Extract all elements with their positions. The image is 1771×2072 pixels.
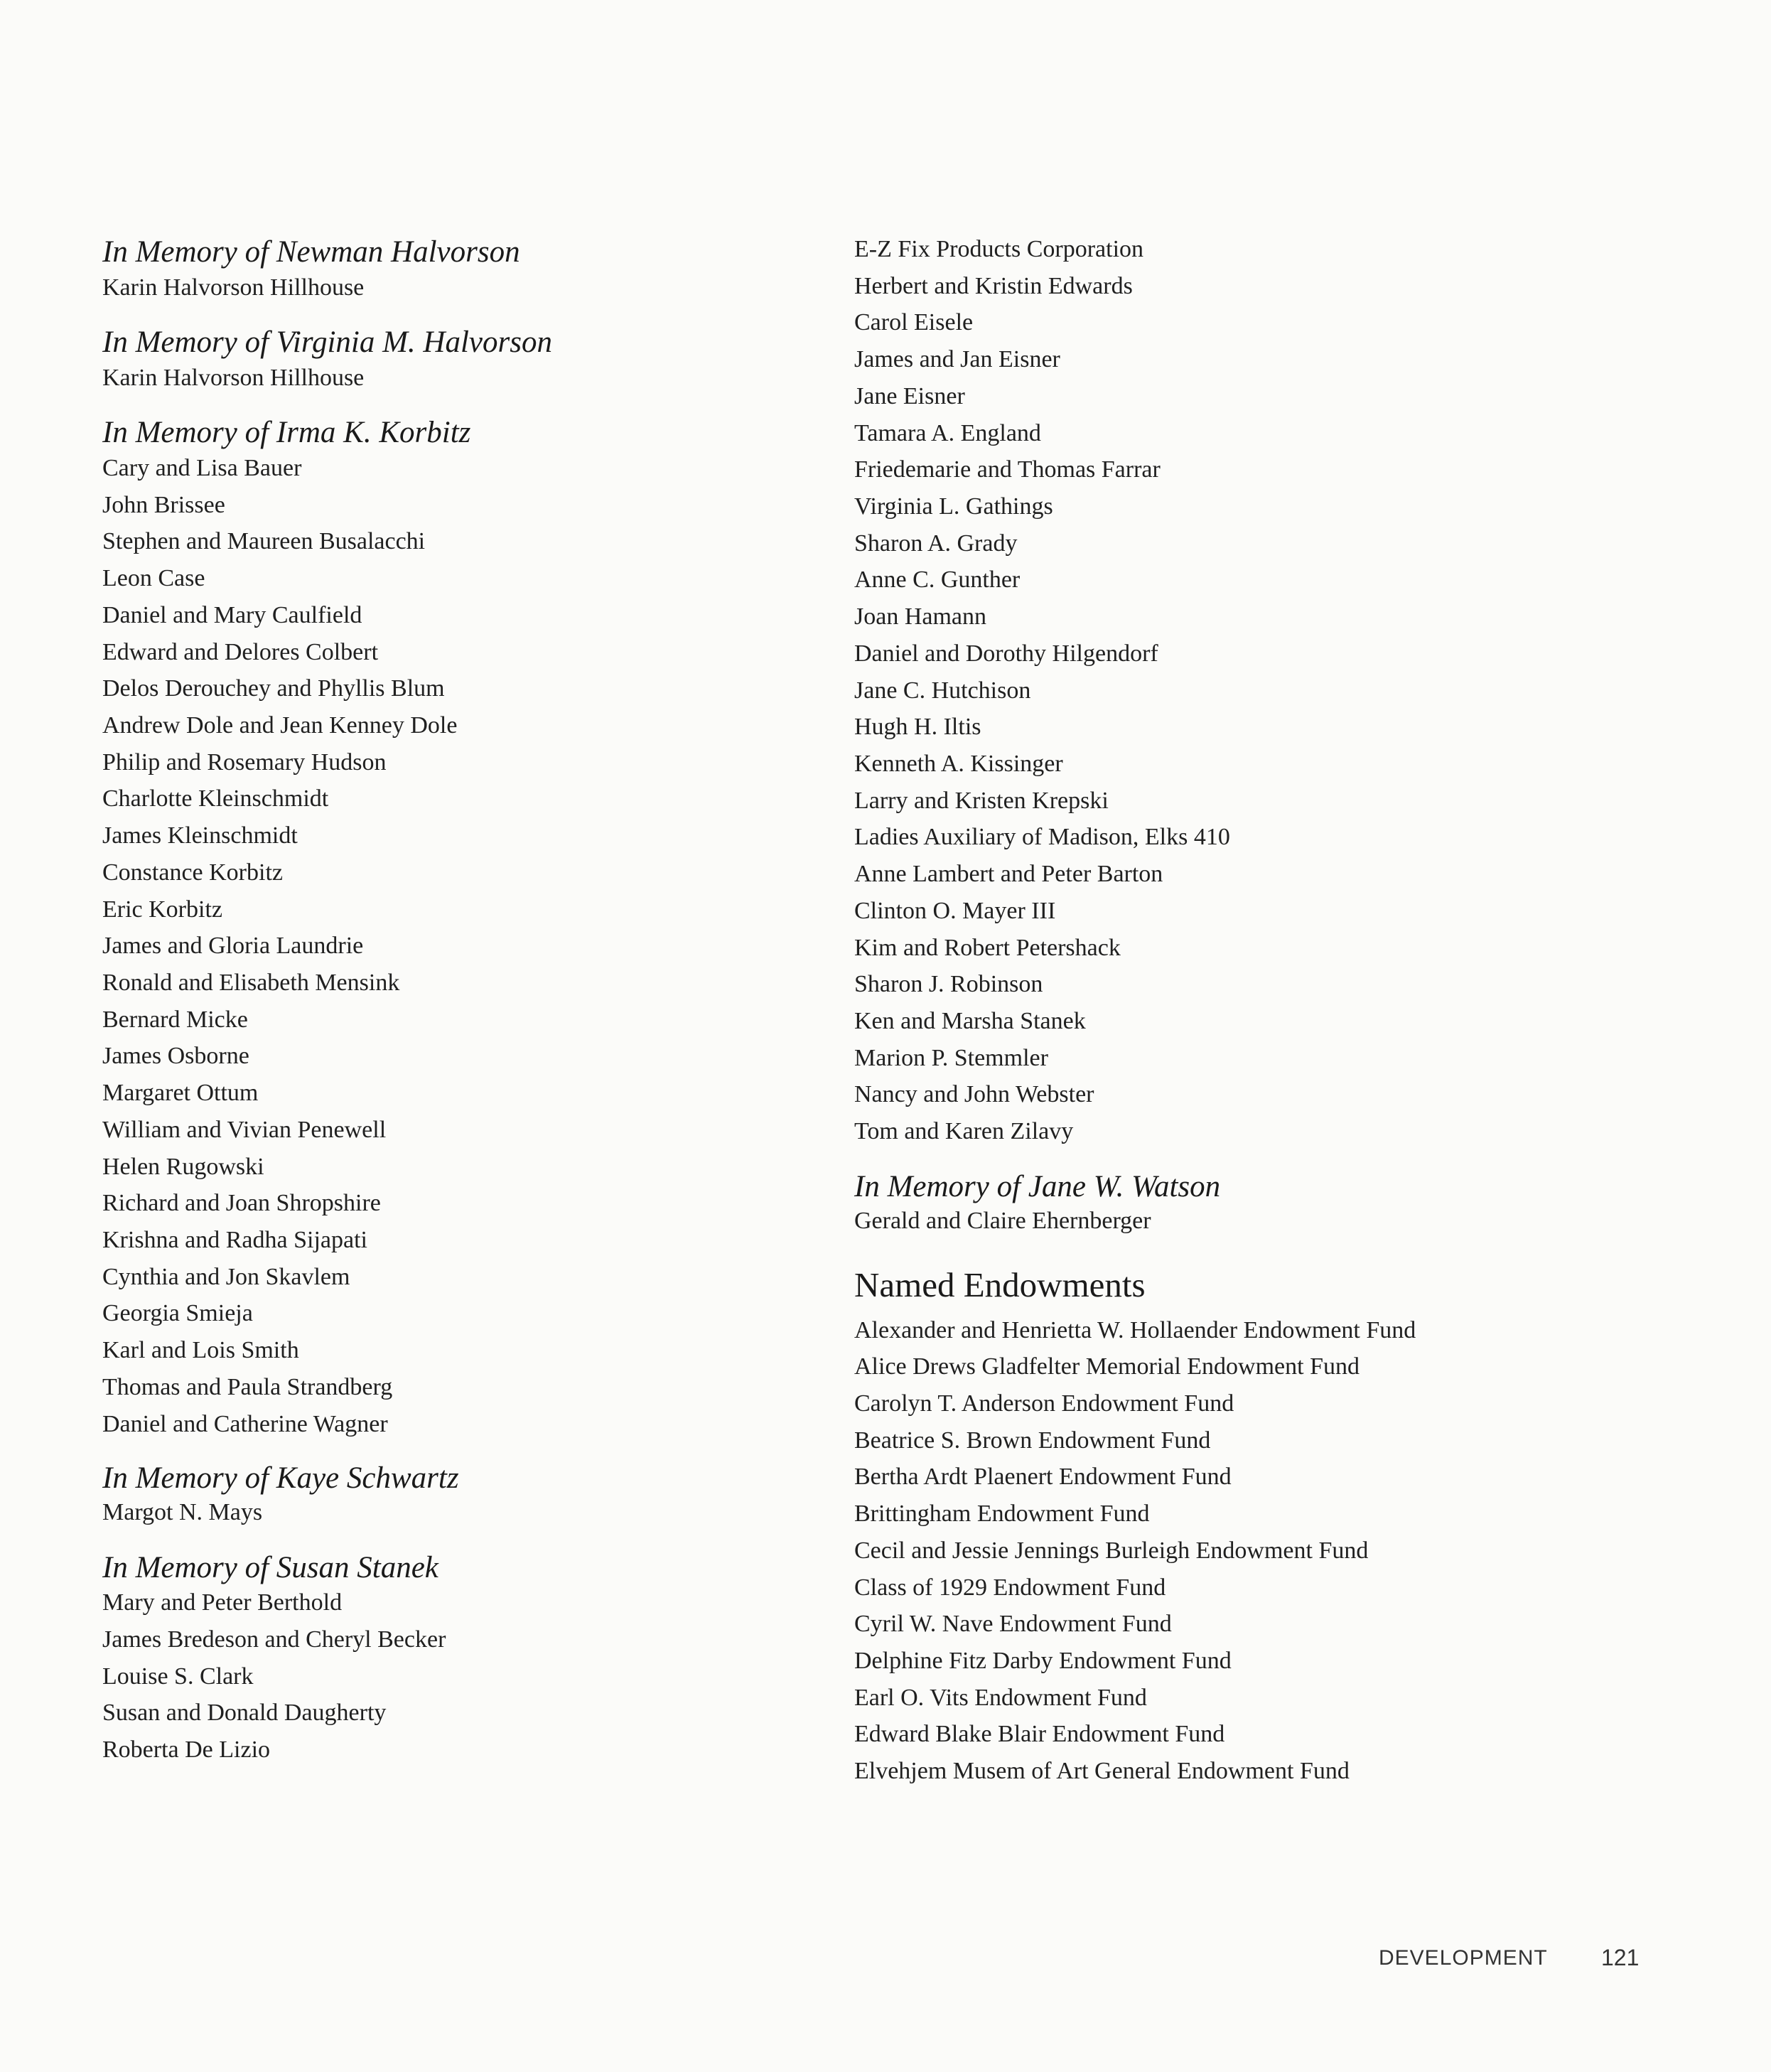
donor-name: Richard and Joan Shropshire [102,1190,381,1216]
donor-name: Kim and Robert Petershack [854,935,1121,961]
memorial-heading: In Memory of Irma K. Korbitz [102,416,471,449]
page-number: 121 [1601,1945,1640,1970]
donor-name: Constance Korbitz [102,859,283,886]
donor-name: Sharon J. Robinson [854,971,1043,997]
memorial-heading: In Memory of Virginia M. Halvorson [102,326,552,359]
donor-name: Carol Eisele [854,309,974,336]
donor-name: Friedemarie and Thomas Farrar [854,456,1161,483]
memorial-heading: In Memory of Susan Stanek [102,1551,438,1584]
named-endowments-title: Named Endowments [854,1265,1146,1304]
donor-name: Louise S. Clark [102,1663,254,1690]
donor-name: Philip and Rosemary Hudson [102,749,387,775]
endowment-fund: Bertha Ardt Plaenert Endowment Fund [854,1464,1232,1490]
donor-name: Daniel and Mary Caulfield [102,602,362,628]
donor-name: Karin Halvorson Hillhouse [102,274,365,301]
donor-name: Anne Lambert and Peter Barton [854,861,1163,887]
donor-name: William and Vivian Penewell [102,1117,387,1143]
donor-name: Krishna and Radha Sijapati [102,1227,367,1253]
endowment-fund: Edward Blake Blair Endowment Fund [854,1721,1225,1747]
donor-name: Mary and Peter Berthold [102,1589,343,1616]
endowment-fund: Alexander and Henrietta W. Hollaender Endowment Fund [854,1317,1416,1343]
donor-name: Eric Korbitz [102,896,222,923]
endowment-fund: Elvehjem Musem of Art General Endowment Fund [854,1758,1350,1784]
memorial-heading: In Memory of Jane W. Watson [854,1170,1221,1203]
endowment-fund: Cecil and Jessie Jennings Burleigh Endowment Fund [854,1537,1369,1564]
donor-name: Tom and Karen Zilavy [854,1118,1074,1144]
donor-name: Daniel and Dorothy Hilgendorf [854,640,1158,667]
donor-name: Thomas and Paula Strandberg [102,1374,393,1400]
donor-name: James and Jan Eisner [854,346,1060,372]
donor-name: James Bredeson and Cheryl Becker [102,1626,446,1653]
donor-name: Tamara A. England [854,420,1041,446]
donor-name: Ronald and Elisabeth Mensink [102,970,400,996]
donor-name: Helen Rugowski [102,1154,264,1180]
endowment-fund: Brittingham Endowment Fund [854,1501,1150,1527]
donor-name: Jane Eisner [854,383,965,409]
donor-name: Margaret Ottum [102,1080,259,1106]
donor-name: Anne C. Gunther [854,567,1021,593]
donor-name: Roberta De Lizio [102,1736,271,1763]
donor-name: Joan Hamann [854,603,987,630]
memorial-heading: In Memory of Kaye Schwartz [102,1461,459,1495]
endowment-fund: Earl O. Vits Endowment Fund [854,1685,1147,1711]
donor-name: Bernard Micke [102,1007,248,1033]
donor-name: Virginia L. Gathings [854,493,1053,520]
donor-name: Karin Halvorson Hillhouse [102,365,365,391]
donor-name: Clinton O. Mayer III [854,898,1056,924]
donor-name: Larry and Kristen Krepski [854,788,1109,814]
donor-name: Susan and Donald Daugherty [102,1700,387,1726]
donor-name: Leon Case [102,565,205,591]
donor-name: Gerald and Claire Ehernberger [854,1208,1151,1234]
endowment-fund: Delphine Fitz Darby Endowment Fund [854,1648,1232,1674]
donor-name: Nancy and John Webster [854,1081,1094,1107]
endowment-fund: Carolyn T. Anderson Endowment Fund [854,1390,1234,1417]
donor-name: James and Gloria Laundrie [102,933,364,959]
donor-name: Edward and Delores Colbert [102,639,379,665]
donor-name: Kenneth A. Kissinger [854,751,1063,777]
donor-name: Charlotte Kleinschmidt [102,785,329,812]
donor-name: Stephen and Maureen Busalacchi [102,528,426,554]
endowment-fund: Alice Drews Gladfelter Memorial Endowment Fund [854,1353,1360,1380]
donor-name: Sharon A. Grady [854,530,1018,557]
donor-name: John Brissee [102,492,225,518]
donor-name: Cynthia and Jon Skavlem [102,1264,350,1290]
memorial-heading: In Memory of Newman Halvorson [102,235,520,269]
endowment-fund: Class of 1929 Endowment Fund [854,1574,1166,1601]
donor-name: E-Z Fix Products Corporation [854,236,1144,262]
footer-section-label: DEVELOPMENT [1379,1946,1548,1970]
donor-name: Delos Derouchey and Phyllis Blum [102,675,445,702]
donor-name: Georgia Smieja [102,1300,253,1326]
donor-name: Hugh H. Iltis [854,714,981,740]
endowment-fund: Cyril W. Nave Endowment Fund [854,1611,1172,1637]
donor-name: Daniel and Catherine Wagner [102,1411,388,1437]
donor-name: James Kleinschmidt [102,822,298,849]
donor-name: Ladies Auxiliary of Madison, Elks 410 [854,824,1230,850]
donor-name: Karl and Lois Smith [102,1337,299,1363]
donor-name: Ken and Marsha Stanek [854,1008,1086,1034]
donor-name: Andrew Dole and Jean Kenney Dole [102,712,458,739]
endowment-fund: Beatrice S. Brown Endowment Fund [854,1427,1211,1454]
donor-name: Herbert and Kristin Edwards [854,273,1133,299]
donor-name: Cary and Lisa Bauer [102,455,302,481]
donor-name: James Osborne [102,1043,249,1069]
donor-name: Marion P. Stemmler [854,1045,1048,1071]
donor-name: Margot N. Mays [102,1499,263,1525]
donor-name: Jane C. Hutchison [854,677,1031,704]
